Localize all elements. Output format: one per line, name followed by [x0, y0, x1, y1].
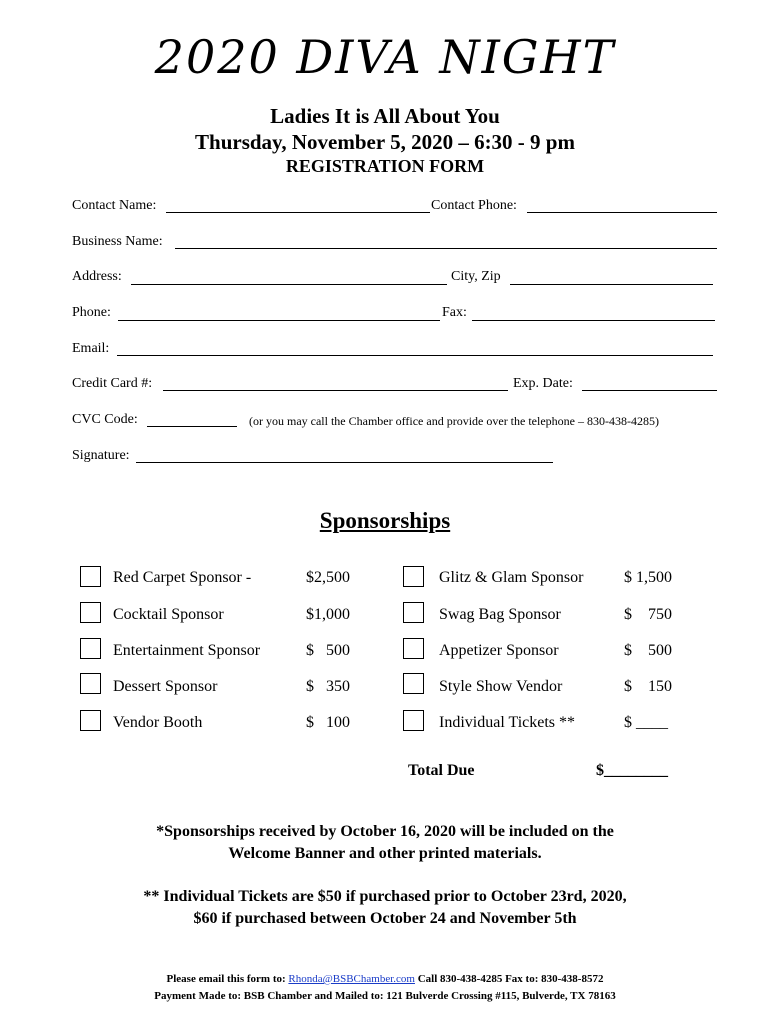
phone-label: Phone: [72, 305, 111, 320]
sponsor-label: Swag Bag Sponsor [439, 606, 561, 623]
address-field[interactable] [131, 284, 447, 285]
email-field[interactable] [117, 355, 713, 356]
address-label: Address: [72, 269, 122, 284]
email-label: Email: [72, 341, 110, 356]
note-line: Welcome Banner and other printed materials. [228, 845, 542, 862]
checkbox-vendor-booth[interactable] [80, 710, 101, 731]
footer [0, 971, 770, 1005]
fax-label: Fax: [442, 305, 467, 320]
sponsor-price: $ 750 [624, 606, 672, 623]
sponsor-label: Appetizer Sponsor [439, 642, 559, 659]
business-name-label: Business Name: [72, 234, 163, 249]
email-link[interactable]: Rhonda@BSBChamber.com [288, 973, 415, 985]
city-zip-field[interactable] [510, 284, 713, 285]
cvc-code-field[interactable] [147, 426, 237, 427]
note-line: ** Individual Tickets are $50 if purchased prior to October 23rd, 2020, [143, 888, 627, 905]
business-name-field[interactable] [175, 248, 717, 249]
sponsor-price: $ ____ [624, 714, 668, 731]
sponsor-price: $2,500 [306, 569, 350, 586]
sponsor-price: $ 100 [306, 714, 350, 731]
note-line: $60 if purchased between October 24 and November 5th [193, 910, 577, 927]
credit-card-field[interactable] [163, 390, 508, 391]
checkbox-cocktail[interactable] [80, 602, 101, 623]
cvc-code-label: CVC Code: [72, 412, 138, 427]
contact-name-field[interactable] [166, 212, 430, 213]
checkbox-appetizer[interactable] [403, 638, 424, 659]
sponsor-price: $ 500 [306, 642, 350, 659]
form-title: REGISTRATION FORM [285, 156, 485, 176]
cvc-note: (or you may call the Chamber office and provide over the telephone – 830-438-4285) [249, 414, 659, 428]
contact-name-label: Contact Name: [72, 198, 157, 213]
signature-label: Signature: [72, 448, 130, 463]
checkbox-glitz-glam[interactable] [403, 566, 424, 587]
credit-card-label: Credit Card #: [72, 376, 153, 391]
footer-line-1 [0, 971, 770, 988]
footer-email-prefix: Please email this form to: [166, 973, 286, 985]
event-date: Thursday, November 5, 2020 – 6:30 - 9 pm [195, 130, 575, 154]
sponsorships-title: Sponsorships [319, 508, 451, 533]
checkbox-swag-bag[interactable] [403, 602, 424, 623]
footer-contact: Call 830-438-4285 Fax to: 830-438-8572 [417, 973, 604, 985]
contact-phone-label: Contact Phone: [431, 198, 517, 213]
checkbox-individual-tickets[interactable] [403, 710, 424, 731]
exp-date-label: Exp. Date: [513, 376, 573, 391]
sponsor-label: Style Show Vendor [439, 678, 563, 695]
checkbox-red-carpet[interactable] [80, 566, 101, 587]
footer-line-2: Payment Made to: BSB Chamber and Mailed to: 121 Bulverde Crossing #115, Bulverde, TX 78163 [154, 990, 616, 1002]
contact-phone-field[interactable] [527, 212, 717, 213]
sponsor-price: $ 350 [306, 678, 350, 695]
fax-field[interactable] [472, 320, 715, 321]
sponsor-label: Glitz & Glam Sponsor [439, 569, 584, 586]
sponsor-label: Dessert Sponsor [113, 678, 218, 695]
checkbox-dessert[interactable] [80, 673, 101, 694]
sponsor-price: $ 1,500 [624, 569, 672, 586]
sponsor-label: Vendor Booth [113, 714, 203, 731]
exp-date-field[interactable] [582, 390, 717, 391]
city-zip-label: City, Zip [451, 269, 501, 284]
sponsorship-deadline-note [0, 821, 770, 865]
ticket-price-note [0, 886, 770, 930]
event-tagline: Ladies It is All About You [270, 104, 500, 128]
total-due-field[interactable]: $________ [596, 762, 668, 779]
sponsor-price: $1,000 [306, 606, 350, 623]
signature-field[interactable] [136, 462, 553, 463]
sponsor-price: $ 500 [624, 642, 672, 659]
note-line: *Sponsorships received by October 16, 2020 will be included on the [156, 823, 614, 840]
phone-field[interactable] [118, 320, 440, 321]
checkbox-style-show[interactable] [403, 673, 424, 694]
event-title: 2020 DIVA NIGHT [154, 30, 616, 84]
sponsor-label: Individual Tickets ** [439, 714, 576, 731]
sponsor-label: Cocktail Sponsor [113, 606, 224, 623]
sponsor-label: Entertainment Sponsor [113, 642, 261, 659]
sponsor-price: $ 150 [624, 678, 672, 695]
checkbox-entertainment[interactable] [80, 638, 101, 659]
sponsor-label: Red Carpet Sponsor - [113, 569, 252, 586]
total-due-label: Total Due [408, 762, 475, 779]
